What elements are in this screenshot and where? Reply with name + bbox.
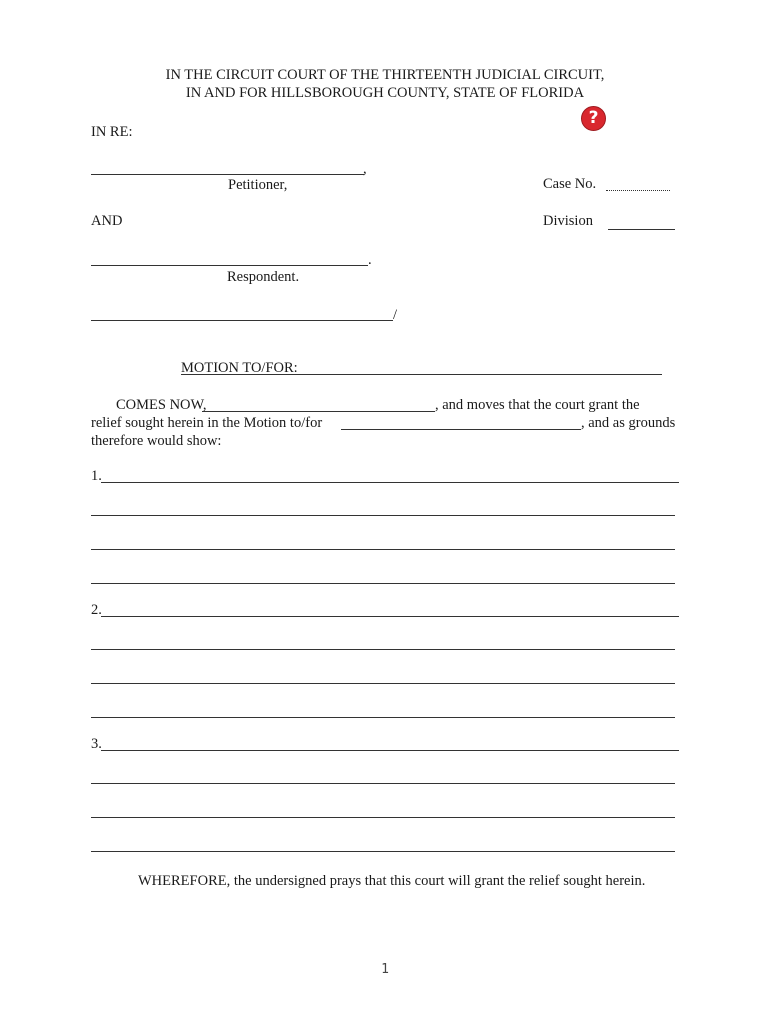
- court-header-line2: IN AND FOR HILLSBOROUGH COUNTY, STATE OF FLORIDA: [185, 85, 585, 101]
- ground-1-line-4[interactable]: [91, 583, 675, 584]
- ground-2-line-2[interactable]: [91, 649, 675, 650]
- respondent-label: Respondent.: [227, 269, 300, 285]
- caption-end-slash: /: [393, 307, 398, 323]
- ground-3-line-1[interactable]: [101, 750, 679, 751]
- help-icon[interactable]: ?: [581, 106, 606, 131]
- comes-now-text: COMES NOW,: [116, 397, 207, 413]
- show-text: therefore would show:: [91, 433, 222, 449]
- ground-2-line-1[interactable]: [101, 616, 679, 617]
- relief-text: relief sought herein in the Motion to/for: [91, 415, 323, 431]
- petitioner-label: Petitioner,: [228, 177, 288, 193]
- caption-end-line: [91, 320, 393, 321]
- petitioner-name-field[interactable]: [91, 174, 364, 175]
- ground-1-line-1[interactable]: [101, 482, 679, 483]
- division-label: Division: [543, 213, 593, 229]
- ground-number: 2.: [91, 602, 102, 618]
- ground-1-line-2[interactable]: [91, 515, 675, 516]
- motion-title: MOTION TO/FOR:: [181, 360, 298, 376]
- ground-3-line-3[interactable]: [91, 817, 675, 818]
- and-label: AND: [91, 213, 123, 229]
- ground-1-line-3[interactable]: [91, 549, 675, 550]
- respondent-period: .: [368, 252, 372, 268]
- motion-title-field[interactable]: [181, 374, 662, 375]
- movant-name-field[interactable]: [202, 411, 435, 412]
- ground-3-line-4[interactable]: [91, 851, 675, 852]
- case-no-label: Case No.: [543, 176, 597, 192]
- moves-text: , and moves that the court grant the: [435, 397, 640, 413]
- wherefore-text: WHEREFORE, the undersigned prays that this court will grant the relief sought herein.: [138, 873, 646, 889]
- ground-2-line-3[interactable]: [91, 683, 675, 684]
- division-field[interactable]: [608, 229, 675, 230]
- petitioner-comma: ,: [363, 161, 367, 177]
- case-no-field[interactable]: [606, 190, 670, 191]
- ground-2-line-4[interactable]: [91, 717, 675, 718]
- in-re-label: IN RE:: [91, 124, 133, 140]
- relief-sought-field[interactable]: [341, 429, 581, 430]
- court-header-line1: IN THE CIRCUIT COURT OF THE THIRTEENTH JUDICIAL CIRCUIT,: [165, 67, 605, 83]
- ground-number: 3.: [91, 736, 102, 752]
- grounds-text: , and as grounds: [581, 415, 676, 431]
- page-number: 1: [381, 962, 389, 977]
- respondent-name-field[interactable]: [91, 265, 368, 266]
- ground-number: 1.: [91, 468, 102, 484]
- ground-3-line-2[interactable]: [91, 783, 675, 784]
